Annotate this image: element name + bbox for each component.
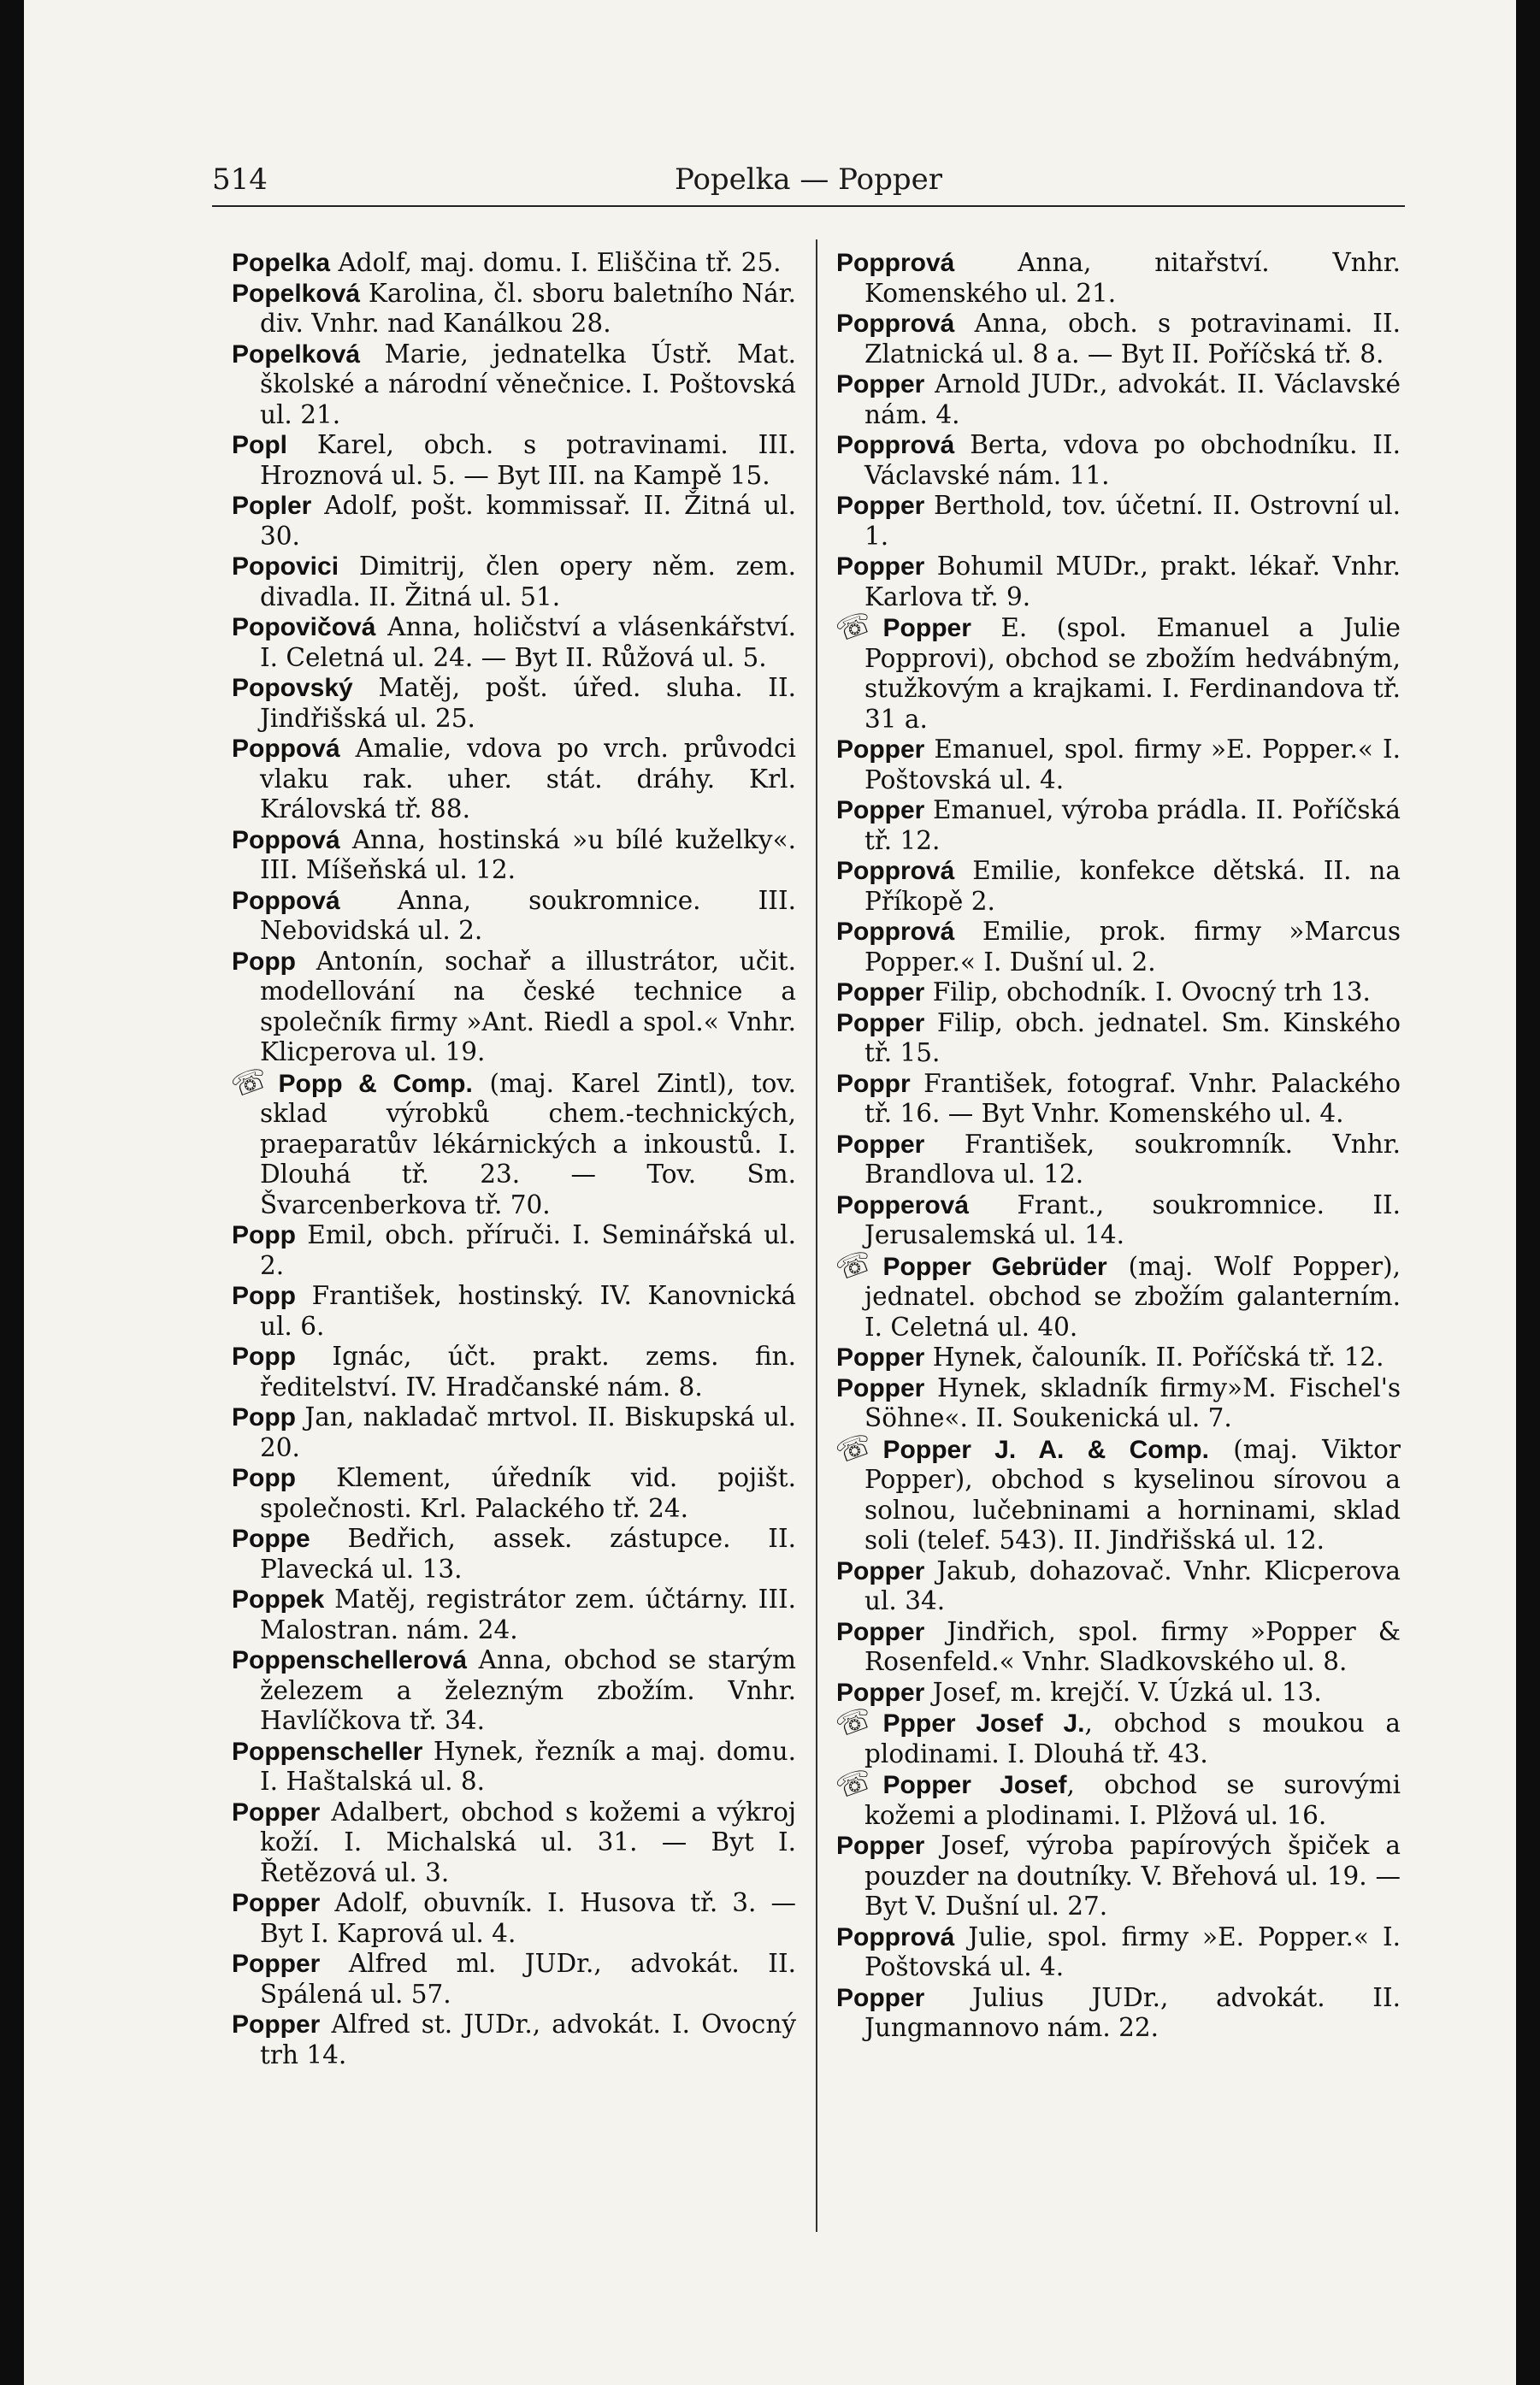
entry-name: Popper [232, 1950, 321, 1978]
directory-entry [836, 1373, 1401, 1434]
entry-details: Emilie, konfekce dětská. II. na Příkopě 2. [864, 856, 1401, 916]
page-header [212, 154, 1405, 207]
entry-name: Popovici [232, 552, 339, 581]
entry-details: Filip, obchodník. I. Ovocný trh 13. [924, 977, 1371, 1007]
entry-name: Poppová [232, 735, 340, 763]
directory-entry [836, 1678, 1401, 1709]
entry-details: František, soukromník. Vnhr. Brandlova ul. 12. [864, 1129, 1401, 1189]
entry-details: (maj. Wolf Popper), jednatel. obchod se zbožím galanterním. I. Celetná ul. 40. [864, 1251, 1401, 1342]
entry-name: Popper [836, 1343, 925, 1372]
entry-details: Arnold JUDr., advokát. II. Václavské nám. 4. [864, 369, 1401, 429]
telephone-icon: ☏ [831, 604, 877, 650]
directory-entry [836, 917, 1401, 977]
scan-edge-right [1516, 0, 1540, 2385]
entry-name: Popper [836, 1678, 925, 1707]
directory-entry [831, 1426, 1401, 1556]
directory-entry [232, 825, 796, 886]
entry-details: Matěj, registrátor zem. účtárny. III. Malostran. nám. 24. [260, 1585, 796, 1644]
entry-details: (maj. Viktor Popper), obchod s kyselinou sírovou a solnou, lučebninami a horninami, sklad soli (telef. 543). II. Jindřišská ul. 12. [864, 1434, 1401, 1555]
entry-name: Popp [232, 1282, 296, 1310]
entry-details: Hynek, řezník a maj. domu. I. Haštalská ul. 8. [260, 1736, 796, 1796]
entry-name: Popelková [232, 339, 361, 369]
directory-entry [232, 673, 796, 734]
entry-name: Popovičová [232, 613, 376, 641]
directory-page [24, 0, 1516, 2385]
directory-entry [232, 1585, 796, 1645]
entry-name: Popper [232, 2010, 321, 2039]
directory-entry [232, 1220, 796, 1281]
directory-entry [836, 735, 1401, 795]
entry-details: Adolf, obuvník. I. Husova tř. 3. — Byt I. Kaprová ul. 4. [260, 1888, 796, 1948]
entry-details: Adolf, pošt. kommissař. II. Žitná ul. 30. [260, 491, 796, 551]
directory-entry [232, 1645, 796, 1737]
right-column [831, 248, 1401, 2044]
entry-name: Popp & Comp. [278, 1069, 473, 1098]
entry-details: František, hostinský. IV. Kanovnická ul. 6. [260, 1281, 796, 1341]
entry-name: Poppe [232, 1525, 310, 1553]
entry-name: Popp [232, 1221, 296, 1249]
directory-entry [232, 1402, 796, 1463]
entry-name: Popprová [836, 249, 955, 277]
entry-details: Berta, vdova po obchodníku. II. Václavské nám. 11. [864, 430, 1401, 490]
entry-details: Anna, obchod se starým železem a železným zbožím. Vnhr. Havlíčkova tř. 34. [260, 1645, 796, 1735]
directory-entry [232, 1798, 796, 1889]
entry-details: , obchod se surovými kožemi a plodinami. I. Plžová ul. 16. [864, 1770, 1401, 1830]
entry-details: Adalbert, obchod s kožemi a výkroj koží. I. Michalská ul. 31. — Byt I. Řetězová ul. 3. [260, 1797, 796, 1887]
entry-name: Popprová [836, 431, 955, 459]
entry-name: Popper [836, 1008, 925, 1037]
directory-entry [232, 612, 796, 673]
directory-entry [232, 1949, 796, 2010]
entry-details: Marie, jednatelka Ústř. Mat. školské a národní věnečnice. I. Poštovská ul. 21. [260, 339, 796, 429]
entry-details: Adolf, maj. domu. I. Eliščina tř. 25. [330, 248, 782, 277]
directory-entry [836, 1556, 1401, 1617]
entry-name: Popper [836, 1832, 925, 1860]
entry-details: Julie, spol. firmy »E. Popper.« I. Poštovská ul. 4. [864, 1922, 1401, 1981]
entry-details: Emilie, prok. firmy »Marcus Popper.« I. Dušní ul. 2. [864, 917, 1401, 977]
left-column [227, 248, 796, 2070]
directory-entry [232, 1524, 796, 1585]
entry-name: Popperová [836, 1190, 970, 1219]
entry-details: Bohumil MUDr., prakt. lékař. Vnhr. Karlova tř. 9. [864, 552, 1401, 611]
entry-name: Popper [882, 614, 971, 642]
entry-details: Hynek, čalouník. II. Poříčská tř. 12. [924, 1343, 1384, 1372]
telephone-icon: ☏ [831, 1426, 877, 1471]
directory-entry [232, 491, 796, 552]
directory-entry [232, 1342, 796, 1402]
entry-name: Popper [836, 1617, 925, 1646]
entry-details: Anna, holičství a vlásenkářství. I. Celetná ul. 24. — Byt II. Růžová ul. 5. [260, 612, 796, 672]
entry-details: Dimitrij, člen opery něm. zem. divadla. II. Žitná ul. 51. [260, 552, 796, 611]
directory-entry [232, 1463, 796, 1524]
directory-entry [831, 1699, 1401, 1769]
entry-details: Julius JUDr., advokát. II. Jungmannovo nám. 22. [864, 1982, 1401, 2042]
entry-details: Emanuel, spol. firmy »E. Popper.« I. Poštovská ul. 4. [864, 735, 1401, 794]
directory-entry [836, 369, 1401, 430]
directory-entry [836, 795, 1401, 856]
entry-details: Emanuel, výroba prádla. II. Poříčská tř. 12. [864, 795, 1401, 855]
directory-entry [836, 1130, 1401, 1190]
entry-name: Popper [836, 1373, 925, 1402]
entry-details: Emil, obch. příruči. I. Seminářská ul. 2. [260, 1220, 796, 1280]
directory-columns [227, 248, 1407, 2343]
entry-name: Popper [836, 492, 925, 520]
entry-details: Antonín, sochař a illustrátor, učit. modellování na české technice a společník firmy »Ant. Riedl a spol.« Vnhr. Klicperova ul. 19. [260, 946, 796, 1066]
entry-name: Popper [836, 735, 925, 764]
entry-name: Poppenscheller [232, 1737, 423, 1766]
directory-entry [232, 734, 796, 825]
entry-details: Alfred ml. JUDr., advokát. II. Spálená ul. 57. [260, 1949, 796, 2009]
entry-details: Filip, obch. jednatel. Sm. Kinského tř. 15. [864, 1007, 1401, 1067]
entry-details: Anna, nitařství. Vnhr. Komenského ul. 21. [864, 248, 1401, 308]
entry-name: Popper J. A. & Comp. [882, 1435, 1209, 1464]
entry-name: Popl [232, 431, 287, 459]
entry-details: František, fotograf. Vnhr. Palackého tř. 16. — Byt Vnhr. Komenského ul. 4. [864, 1068, 1401, 1128]
directory-entry [836, 552, 1401, 612]
directory-entry [836, 856, 1401, 917]
entry-name: Popper [836, 1130, 925, 1159]
entry-name: Popprová [836, 310, 955, 338]
entry-name: Popper [232, 1889, 321, 1917]
entry-details: Ignác, účt. prakt. zems. fin. ředitelství. IV. Hradčanské nám. 8. [260, 1342, 796, 1402]
entry-details: Klement, úředník vid. pojišt. společnosti. Krl. Palackého tř. 24. [260, 1463, 796, 1523]
directory-entry [232, 1281, 796, 1342]
entry-details: Jindřich, spol. firmy »Popper & Rosenfeld.« Vnhr. Sladkovského ul. 8. [864, 1616, 1401, 1676]
column-divider [816, 239, 817, 2232]
directory-entry [836, 1069, 1401, 1130]
directory-entry [836, 1983, 1401, 2044]
directory-entry [836, 248, 1401, 309]
directory-entry [836, 1617, 1401, 1678]
directory-entry [232, 886, 796, 947]
entry-details: Frant., soukromnice. II. Jerusalemská ul. 14. [864, 1190, 1401, 1249]
entry-details: Bedřich, assek. zástupce. II. Plavecká ul. 13. [260, 1524, 796, 1584]
entry-name: Ppper Josef J. [882, 1709, 1085, 1738]
directory-entry [232, 1888, 796, 1949]
entry-name: Popelková [232, 279, 361, 308]
directory-entry [836, 977, 1401, 1008]
directory-entry [232, 947, 796, 1068]
entry-details: Jan, nakladač mrtvol. II. Biskupská ul. 20. [260, 1402, 796, 1462]
scan-edge-left [0, 0, 24, 2385]
telephone-icon: ☏ [831, 1699, 877, 1745]
telephone-icon: ☏ [831, 1243, 877, 1288]
entry-details: Anna, hostinská »u bílé kuželky«. III. Míšeňská ul. 12. [260, 824, 796, 884]
entry-name: Popprová [836, 918, 955, 946]
entry-name: Poppová [232, 886, 340, 915]
entry-name: Popper Gebrüder [882, 1252, 1107, 1281]
directory-entry [831, 604, 1401, 735]
directory-entry [227, 1060, 796, 1221]
entry-name: Popp [232, 1403, 296, 1432]
entry-name: Popp [232, 1464, 296, 1492]
directory-entry [232, 279, 796, 339]
entry-name: Popp [232, 1343, 296, 1371]
entry-name: Poppová [232, 825, 340, 854]
telephone-icon: ☏ [831, 1761, 877, 1807]
entry-details: , obchod s moukou a plodinami. I. Dlouhá tř. 43. [864, 1709, 1401, 1768]
entry-details: Alfred st. JUDr., advokát. I. Ovocný trh 14. [260, 2010, 796, 2069]
entry-details: Jakub, dohazovač. Vnhr. Klicperova ul. 34. [864, 1556, 1401, 1615]
directory-entry [232, 339, 796, 431]
directory-entry [836, 430, 1401, 491]
directory-entry [232, 430, 796, 491]
entry-name: Popper Josef [882, 1771, 1067, 1799]
directory-entry [836, 1190, 1401, 1251]
directory-entry [232, 2010, 796, 2070]
entry-details: Josef, výroba papírových špiček a pouzder na doutníky. V. Břehová ul. 19. — Byt V. Dušní ul. 27. [864, 1831, 1401, 1921]
telephone-icon: ☏ [227, 1060, 273, 1105]
entry-details: Hynek, skladník firmy»M. Fischel's Söhne«. II. Soukenická ul. 7. [864, 1373, 1401, 1432]
entry-name: Popper [836, 1556, 925, 1585]
directory-entry [836, 1831, 1401, 1922]
directory-entry [836, 1922, 1401, 1983]
entry-details: Amalie, vdova po vrch. průvodci vlaku rak. uher. stát. dráhy. Krl. Královská tř. 88. [260, 734, 796, 824]
entry-details: Josef, m. krejčí. V. Úzká ul. 13. [924, 1677, 1322, 1707]
entry-name: Popper [836, 1983, 925, 2012]
entry-name: Popper [836, 978, 925, 1007]
entry-name: Popprová [836, 1922, 955, 1951]
entry-name: Poppek [232, 1585, 325, 1614]
page-number: 514 [212, 162, 268, 197]
entry-name: Poppr [836, 1069, 911, 1098]
entry-details: Karel, obch. s potravinami. III. Hroznová ul. 5. — Byt III. na Kampě 15. [260, 430, 796, 490]
running-head: Popelka — Popper [674, 162, 943, 197]
directory-entry [232, 552, 796, 612]
directory-entry [836, 1343, 1401, 1373]
entry-details: E. (spol. Emanuel a Julie Popprovi), obchod se zbožím hedvábným, stužkovým a krajkami. I. Ferdinandova tř. 31 a. [864, 613, 1401, 734]
entry-details: Karolina, čl. sboru baletního Nár. div. Vnhr. nad Kanálkou 28. [260, 278, 796, 338]
entry-name: Popovský [232, 674, 353, 702]
directory-entry [232, 1737, 796, 1798]
entry-details: Anna, obch. s potravinami. II. Zlatnická ul. 8 a. — Byt II. Poříčská tř. 8. [864, 309, 1401, 369]
entry-details: (maj. Karel Zintl), tov. sklad výrobků chem.-technických, praeparatův lékárnických a inkoustů. I. Dlouhá tř. 23. — Tov. Sm. Švarcenberkova tř. 70. [260, 1068, 796, 1219]
entry-name: Popper [232, 1798, 321, 1827]
directory-entry [836, 309, 1401, 369]
directory-entry [232, 248, 796, 279]
entry-name: Popelka [232, 249, 331, 277]
entry-name: Popp [232, 947, 296, 976]
entry-details: Anna, soukromnice. III. Nebovidská ul. 2. [260, 885, 796, 945]
directory-entry [836, 491, 1401, 552]
directory-entry [831, 1243, 1401, 1343]
entry-name: Popper [836, 552, 925, 581]
entry-name: Poppenschellerová [232, 1646, 468, 1674]
entry-name: Popper [836, 370, 925, 398]
entry-name: Popprová [836, 857, 955, 885]
directory-entry [831, 1761, 1401, 1831]
entry-details: Matěj, pošt. úřed. sluha. II. Jindřišská ul. 25. [260, 673, 796, 733]
entry-name: Popler [232, 492, 312, 520]
entry-details: Berthold, tov. účetní. II. Ostrovní ul. 1. [864, 491, 1401, 551]
directory-entry [836, 1008, 1401, 1069]
entry-name: Popper [836, 796, 925, 824]
